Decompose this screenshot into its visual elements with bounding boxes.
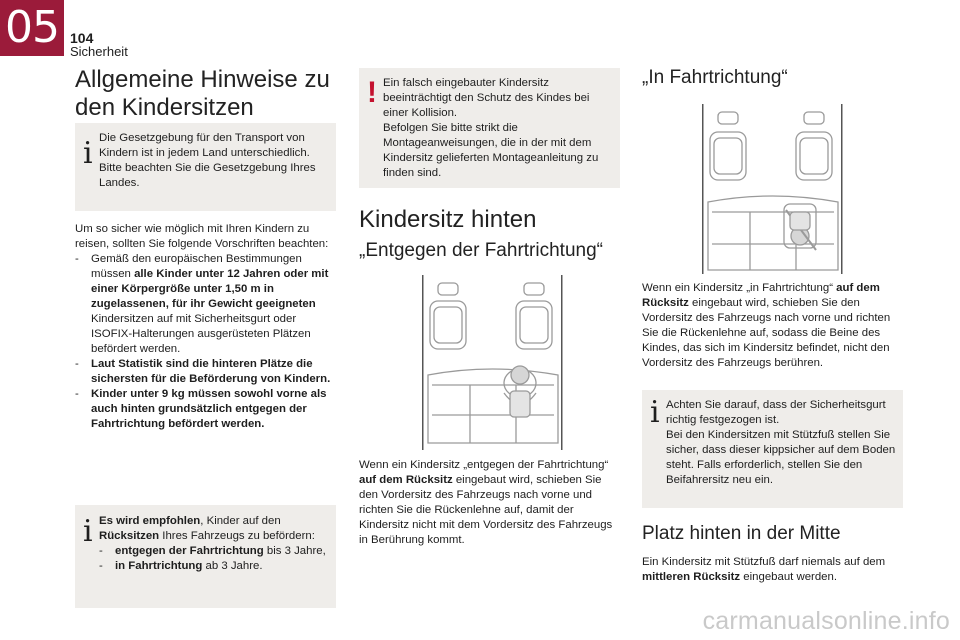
car-seats-rearward-image [420, 275, 565, 450]
rearward-seat-illustration [420, 275, 565, 450]
list-item [99, 559, 329, 574]
rule-item [75, 387, 337, 432]
subtitle-rearward: „Entgegen der Fahrtrichtung“ [359, 240, 603, 261]
recommendation-list [99, 544, 329, 574]
info-box-belt [642, 390, 903, 508]
bold-text: auf dem Rücksitz [359, 474, 453, 486]
rules-intro: Um so sicher wie möglich mit Ihren Kindern zu reisen, sollten Sie folgende Vorschriften beachten: [75, 223, 329, 250]
rule-item [75, 357, 337, 387]
list-item [99, 544, 329, 559]
warning-icon: ! [367, 76, 377, 109]
rearward-text [359, 458, 621, 548]
rule-text: Gemäß den europäischen Bestimmungen müssen [91, 253, 302, 280]
text: eingebaut wird, schieben Sie den Vordersitz des Fahrzeugs nach vorne und richten Sie die Rückenlehne auf, damit der Kindersitz nicht mit dem Vordersitz des Fahrzeugs in Berührung kommt. [359, 474, 613, 546]
bold-text: in Fahrtrichtung [115, 560, 203, 572]
warning-box [359, 68, 620, 188]
warning-line: Befolgen Sie bitte strikt die Montageanweisungen, die in der mit dem Kindersitz gelieferten Montageanleitung zu finden sind. [383, 122, 599, 179]
subtitle-forward: „In Fahrtrichtung“ [642, 67, 788, 88]
text: Ein Kindersitz mit Stützfuß darf niemals auf dem [642, 556, 886, 568]
info-text-recommendation [99, 514, 329, 574]
rule-bold: Kinder unter 9 kg müssen sowohl vorne als auch hinten grundsätzlich entgegen der Fahrtrichtung befördert werden. [91, 388, 327, 430]
text: bis 3 Jahre, [263, 545, 326, 557]
forward-text [642, 281, 904, 371]
info-text-legislation: Die Gesetzgebung für den Transport von Kindern ist in jedem Land unterschiedlich. Bitte beachten Sie die Gesetzgebung Ihres Landes. [99, 132, 316, 189]
bold-text: auf dem Rücksitz [642, 282, 880, 309]
bold-text: Rücksitzen [99, 530, 160, 542]
text: eingebaut werden. [740, 571, 838, 583]
rules-block [75, 222, 337, 432]
rule-item [75, 252, 337, 357]
info-box-legislation [75, 123, 336, 211]
info-box-recommendation [75, 505, 336, 608]
page-title: Allgemeine Hinweise zu den Kindersitzen [75, 66, 330, 121]
page-number: 104 [70, 30, 94, 46]
text: , Kinder auf den [200, 515, 281, 527]
text: Wenn ein Kindersitz „in Fahrtrichtung“ [642, 282, 837, 294]
bold-text: Es wird empfohlen [99, 515, 201, 527]
rule-bold: Laut Statistik sind die hinteren Plätze die sichersten für die Beförderung von Kindern. [91, 358, 331, 385]
forward-seat-illustration [700, 104, 845, 274]
rule-bold: alle Kinder unter 12 Jahren oder mit einer Körpergröße unter 1,50 m in zugelassenen, für ihr Gewicht geeigneten [91, 268, 329, 310]
rules-list [75, 252, 337, 432]
text: Ihres Fahrzeugs zu befördern: [159, 530, 315, 542]
bold-text: mittleren Rücksitz [642, 571, 741, 583]
warning-line: Ein falsch eingebauter Kindersitz beeinträchtigt den Schutz des Kindes bei einer Kollision. [383, 77, 590, 119]
info-icon: i [650, 395, 660, 430]
watermark: carmanualsonline.info [702, 607, 950, 635]
text: eingebaut wird, schieben Sie den Vordersitz des Fahrzeugs nach vorne und richten Sie die Rückenlehne auf, sodass die Beine des Kindes, das sich im Kindersitz befindet, nicht den Vordersitz des Fahrzeugs berühren. [642, 297, 891, 369]
info-icon: i [83, 514, 93, 549]
section-title-rear: Kindersitz hinten [359, 206, 537, 233]
rule-text: Kindersitzen auf mit Sicherheitsgurt oder ISOFIX-Halterungen ausgerüsteten Plätzen befördert werden. [91, 313, 311, 355]
info-icon: i [83, 136, 93, 171]
car-seats-forward-image [700, 104, 845, 274]
bold-text: entgegen der Fahrtrichtung [115, 545, 264, 557]
warning-text [383, 76, 617, 181]
chapter-tab: 05 [0, 0, 64, 56]
info-text-belt [666, 398, 900, 488]
info-line: Achten Sie darauf, dass der Sicherheitsgurt richtig festgezogen ist. [666, 399, 886, 426]
section-label: Sicherheit [70, 44, 128, 59]
info-line: Bei den Kindersitzen mit Stützfuß stellen Sie sicher, dass dieser kippsicher auf dem Boden steht. Falls erforderlich, stellen Sie den Beifahrersitz neu ein. [666, 429, 896, 486]
section-title-middle: Platz hinten in der Mitte [642, 523, 841, 544]
middle-seat-text [642, 555, 904, 585]
text: Wenn ein Kindersitz „entgegen der Fahrtrichtung“ [359, 459, 609, 471]
text: ab 3 Jahre. [202, 560, 263, 572]
